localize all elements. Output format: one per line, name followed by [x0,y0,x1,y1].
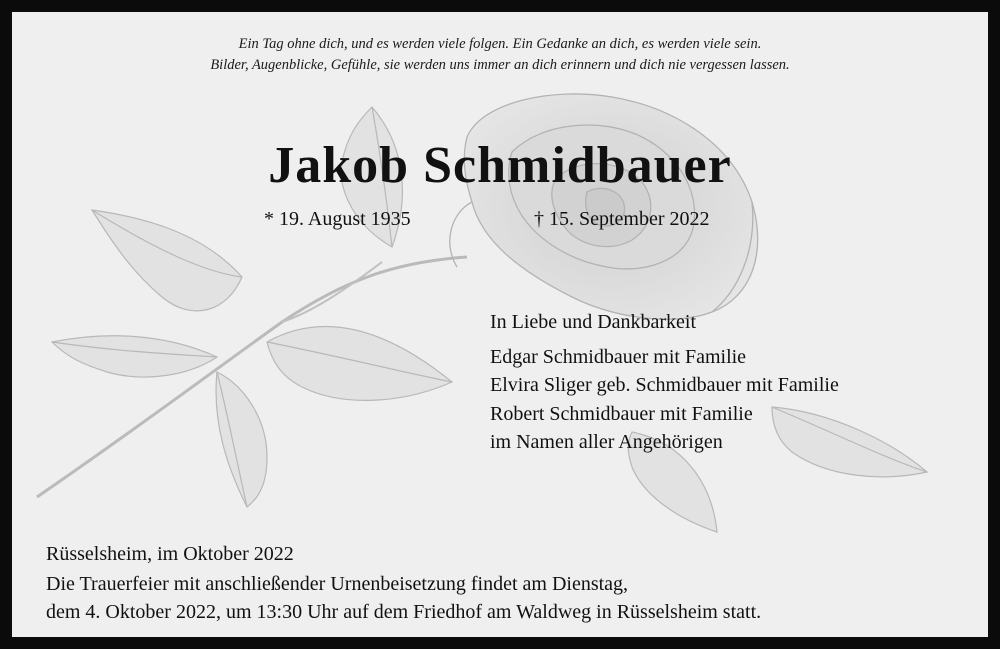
leaf-left-top [92,210,242,311]
place-date: Rüsselsheim, im Oktober 2022 [46,543,294,565]
death-date: † 15. September 2022 [534,208,710,230]
mourner-line: Edgar Schmidbauer mit Familie [490,345,747,368]
mourners-block [490,308,839,457]
obituary-card [12,12,988,637]
leaf-left-mid [52,336,217,377]
leaf-left-low [216,372,267,507]
mourner-line: Robert Schmidbauer mit Familie [490,402,753,425]
deceased-name: Jakob Schmidbauer [268,137,732,194]
quote-line-2: Bilder, Augenblicke, Gefühle, sie werden uns immer an dich erinnern und dich nie vergessen lassen. [210,57,790,73]
mourners-intro: In Liebe und Dankbarkeit [490,311,697,333]
quote-line-1: Ein Tag ohne dich, und es werden viele folgen. Ein Gedanke an dich, es werden viele sein. [238,36,762,52]
leaf-center [267,327,452,401]
funeral-info [46,540,761,626]
mourner-line: Elvira Sliger geb. Schmidbauer mit Familie [490,374,839,396]
birth-date: * 19. August 1935 [264,208,411,230]
funeral-info-line-2: dem 4. Oktober 2022, um 13:30 Uhr auf dem Friedhof am Waldweg in Rüsselsheim statt. [46,601,762,623]
memorial-quote [12,34,988,76]
mourner-line: im Namen aller Angehörigen [490,431,723,453]
funeral-info-line-1: Die Trauerfeier mit anschließender Urnenbeisetzung findet am Dienstag, [46,573,629,595]
